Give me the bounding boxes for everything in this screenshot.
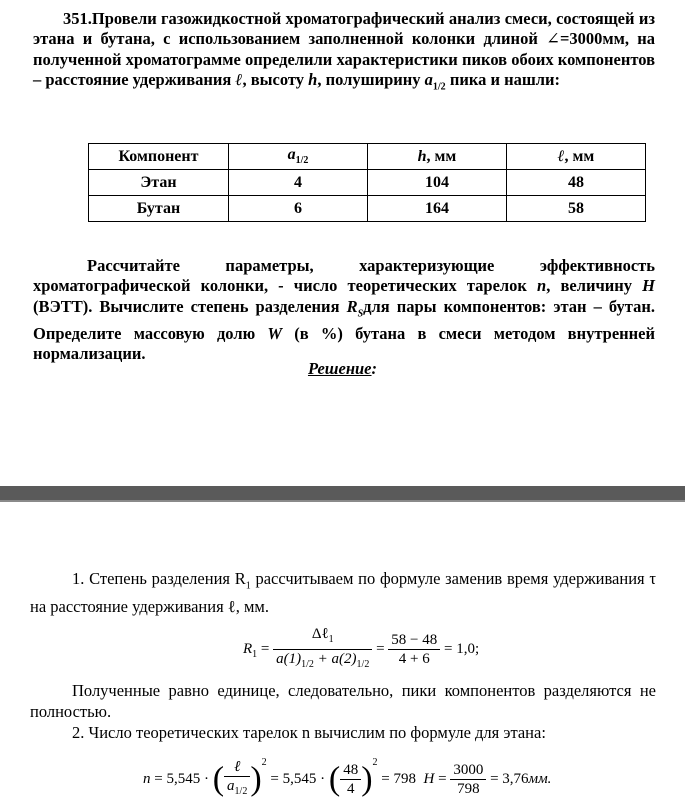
data-table <box>88 143 646 222</box>
table-cell: 164 <box>367 196 506 222</box>
table-cell: 48 <box>506 170 645 196</box>
table-cell: 58 <box>506 196 645 222</box>
table-header: $a_{1/2}$ <box>228 144 367 170</box>
table-cell: 6 <box>228 196 367 222</box>
page-divider <box>0 486 685 500</box>
fraction: $\frac{3000}{798}$ <box>450 761 486 798</box>
step-2: 2. Число теоретических тарелок n вычислим по формуле для этана: <box>72 723 546 742</box>
table-header: Компонент <box>89 144 229 170</box>
task-statement: Рассчитайте параметры, характеризующие эффективность хроматографической колонки, - число теоретических тарелок n, величину H (ВЭТТ). Вычислите степень разделения $R_Sдля$ пары компонентов: этан – бутан. Определите массовую долю W (в %) бутана в смеси методом внутренней нормализации. <box>33 256 655 364</box>
page-divider-edge <box>0 500 685 502</box>
problem-statement: 351.Провели газожидкостной хроматографический анализ смеси, состоящей из этана и бутана, с использованием заполненной колонки длиной ∠=3000мм, на полученной хроматограмме определили характеристики пиков обоих компонентов – расстояние удерживания ℓ, высоту h, полуширину $a_{1/2}$ пика и нашли: <box>33 9 655 93</box>
table-header-row <box>89 144 646 170</box>
fraction: $\frac{58 - 48}{4 + 6}$ <box>388 631 440 668</box>
table-cell: Бутан <box>89 196 229 222</box>
formula-separation: $R_1$ = $\frac{\Delta\ell_1}{a(1)_{1/2} + a(2)_{1/2}}$ = $\frac{58 - 48}{4 + 6}$ = 1,0; <box>243 625 479 674</box>
table-header: h, мм <box>367 144 506 170</box>
fraction: $\frac{48}{4}$ <box>340 761 361 798</box>
table-row <box>89 170 646 196</box>
solution-heading: Решение: <box>307 359 378 378</box>
problem-number: 351. <box>63 9 92 28</box>
formula-plates: n = 5,545 · ( $\frac{\text{ℓ}}{a_{1/2}}$ )$^2$ = 5,545 · ( $\frac{48}{4}$ )$^2$ = 798 H = $\frac{3000}{798}$ = 3,76мм. <box>143 757 551 801</box>
table-cell: 104 <box>367 170 506 196</box>
fraction: $\frac{\text{ℓ}}{a_{1/2}}$ <box>224 758 250 801</box>
conclusion: Полученные равно единице, следовательно, пики компонентов разделяются не полностью. <box>30 681 656 721</box>
table-row <box>89 196 646 222</box>
table-cell: Этан <box>89 170 229 196</box>
angle-symbol: ∠ <box>546 29 560 49</box>
table-header: ℓ, мм <box>506 144 645 170</box>
table-cell: 4 <box>228 170 367 196</box>
fraction: $\frac{\Delta\ell_1}{a(1)_{1/2} + a(2)_{1/2}}$ <box>273 625 372 674</box>
solution-body-2 <box>30 680 656 743</box>
solution-body <box>30 568 656 617</box>
step-1: 1. Степень разделения $R_1$ рассчитываем по формуле заменив время удерживания τ на расстояние удерживания ℓ, мм. <box>30 569 656 617</box>
